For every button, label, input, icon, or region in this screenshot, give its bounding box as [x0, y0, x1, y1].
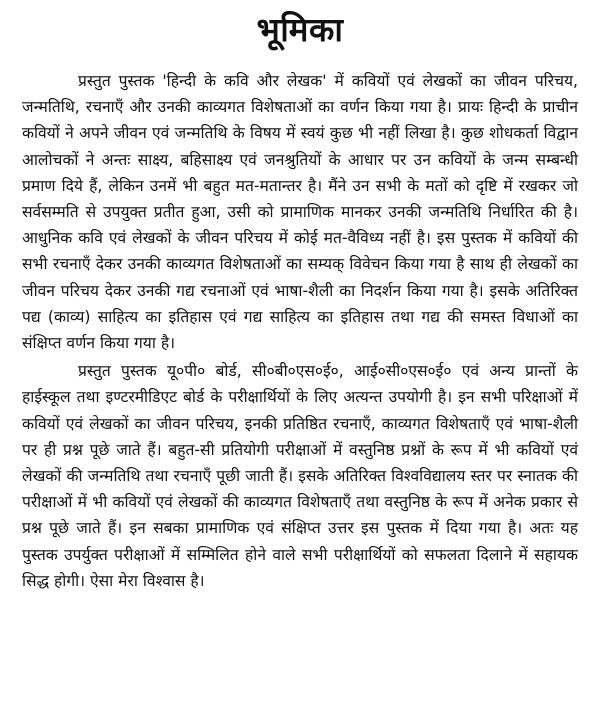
page-title: भूमिका: [256, 10, 344, 49]
paragraph-2: प्रस्तुत पुस्तक यू०पी० बोर्ड, सी०बी०एस०ई०, आई०सी०एस०ई० एवं अन्य प्रान्तों के हाईस्कूल तथा इण्टरमीडिएट बोर्ड के परीक्षार्थियों के लिए अत्यन्त उपयोगी है। इन सभी परिक्षाओं में कवियों एवं लेखकों का जीवन परिचय, इनकी प्रतिष्ठित रचनाएँ, काव्यगत विशेषताएँ एवं भाषा-शैली पर ही प्रश्न पूछे जाते हैं। बहुत-सी प्रतियोगी परीक्षाओं में वस्तुनिष्ठ प्रश्नों के रूप में भी कवियों एवं लेखकों की जन्मतिथि तथा रचनाएँ पूछी जाती हैं। इसके अतिरिक्त विश्वविद्यालय स्तर पर स्नातक की परीक्षाओं में भी कवियों एवं लेखकों की काव्यगत विशेषताएँ तथा वस्तुनिष्ठ के रूप में अनेक प्रकार से प्रश्न पूछे जाते हैं। इन सबका प्रामाणिक एवं संक्षिप्त उत्तर इस पुस्तक में दिया गया है। अतः यह पुस्तक उपर्युक्त परीक्षाओं में सम्मिलित होने वाले सभी परीक्षार्थियों को सफलता दिलाने में सहायक सिद्ध होगी। ऐसा मेरा विश्वास है।: [22, 362, 578, 590]
paragraph-1: प्रस्तुत पुस्तक 'हिन्दी के कवि और लेखक' में कवियों एवं लेखकों का जीवन परिचय, जन्मतिथि, रचनाएँ और उनकी काव्यगत विशेषताओं का वर्णन किया गया है। प्रायः हिन्दी के प्राचीन कवियों ने अपने जीवन एवं जन्मतिथि के विषय में स्वयं कुछ भी नहीं लिखा है। कुछ शोधकर्ता विद्वान आलोचकों ने अन्तः साक्ष्य, बहिसाक्ष्य एवं जनश्रुतियों के आधार पर उन कवियों के जन्म सम्बन्धी प्रमाण दिये हैं, लेकिन उनमें भी बहुत मत-मतान्तर है। मैंने उन सभी के मतों को दृष्टि में रखकर जो सर्वसम्मति से उपयुक्त प्रतीत हुआ, उसी को प्रामाणिक मानकर उनकी जन्मतिथि निर्धारित की है। आधुनिक कवि एवं लेखकों के जीवन परिचय में कोई मत-वैविध्य नहीं है। इस पुस्तक में कवियों की सभी रचनाएँ देकर उनकी काव्यगत विशेषताओं का सम्यक् विवेचन किया गया है साथ ही लेखकों का जीवन परिचय देकर उनकी गद्य रचनाओं एवं भाषा-शैली का निदर्शन किया गया है। इसके अतिरिक्त पद्य (काव्य) साहित्य का इतिहास एवं गद्य साहित्य का इतिहास तथा गद्य की समस्त विधाओं का संक्षिप्त वर्णन किया गया है।: [22, 72, 578, 353]
